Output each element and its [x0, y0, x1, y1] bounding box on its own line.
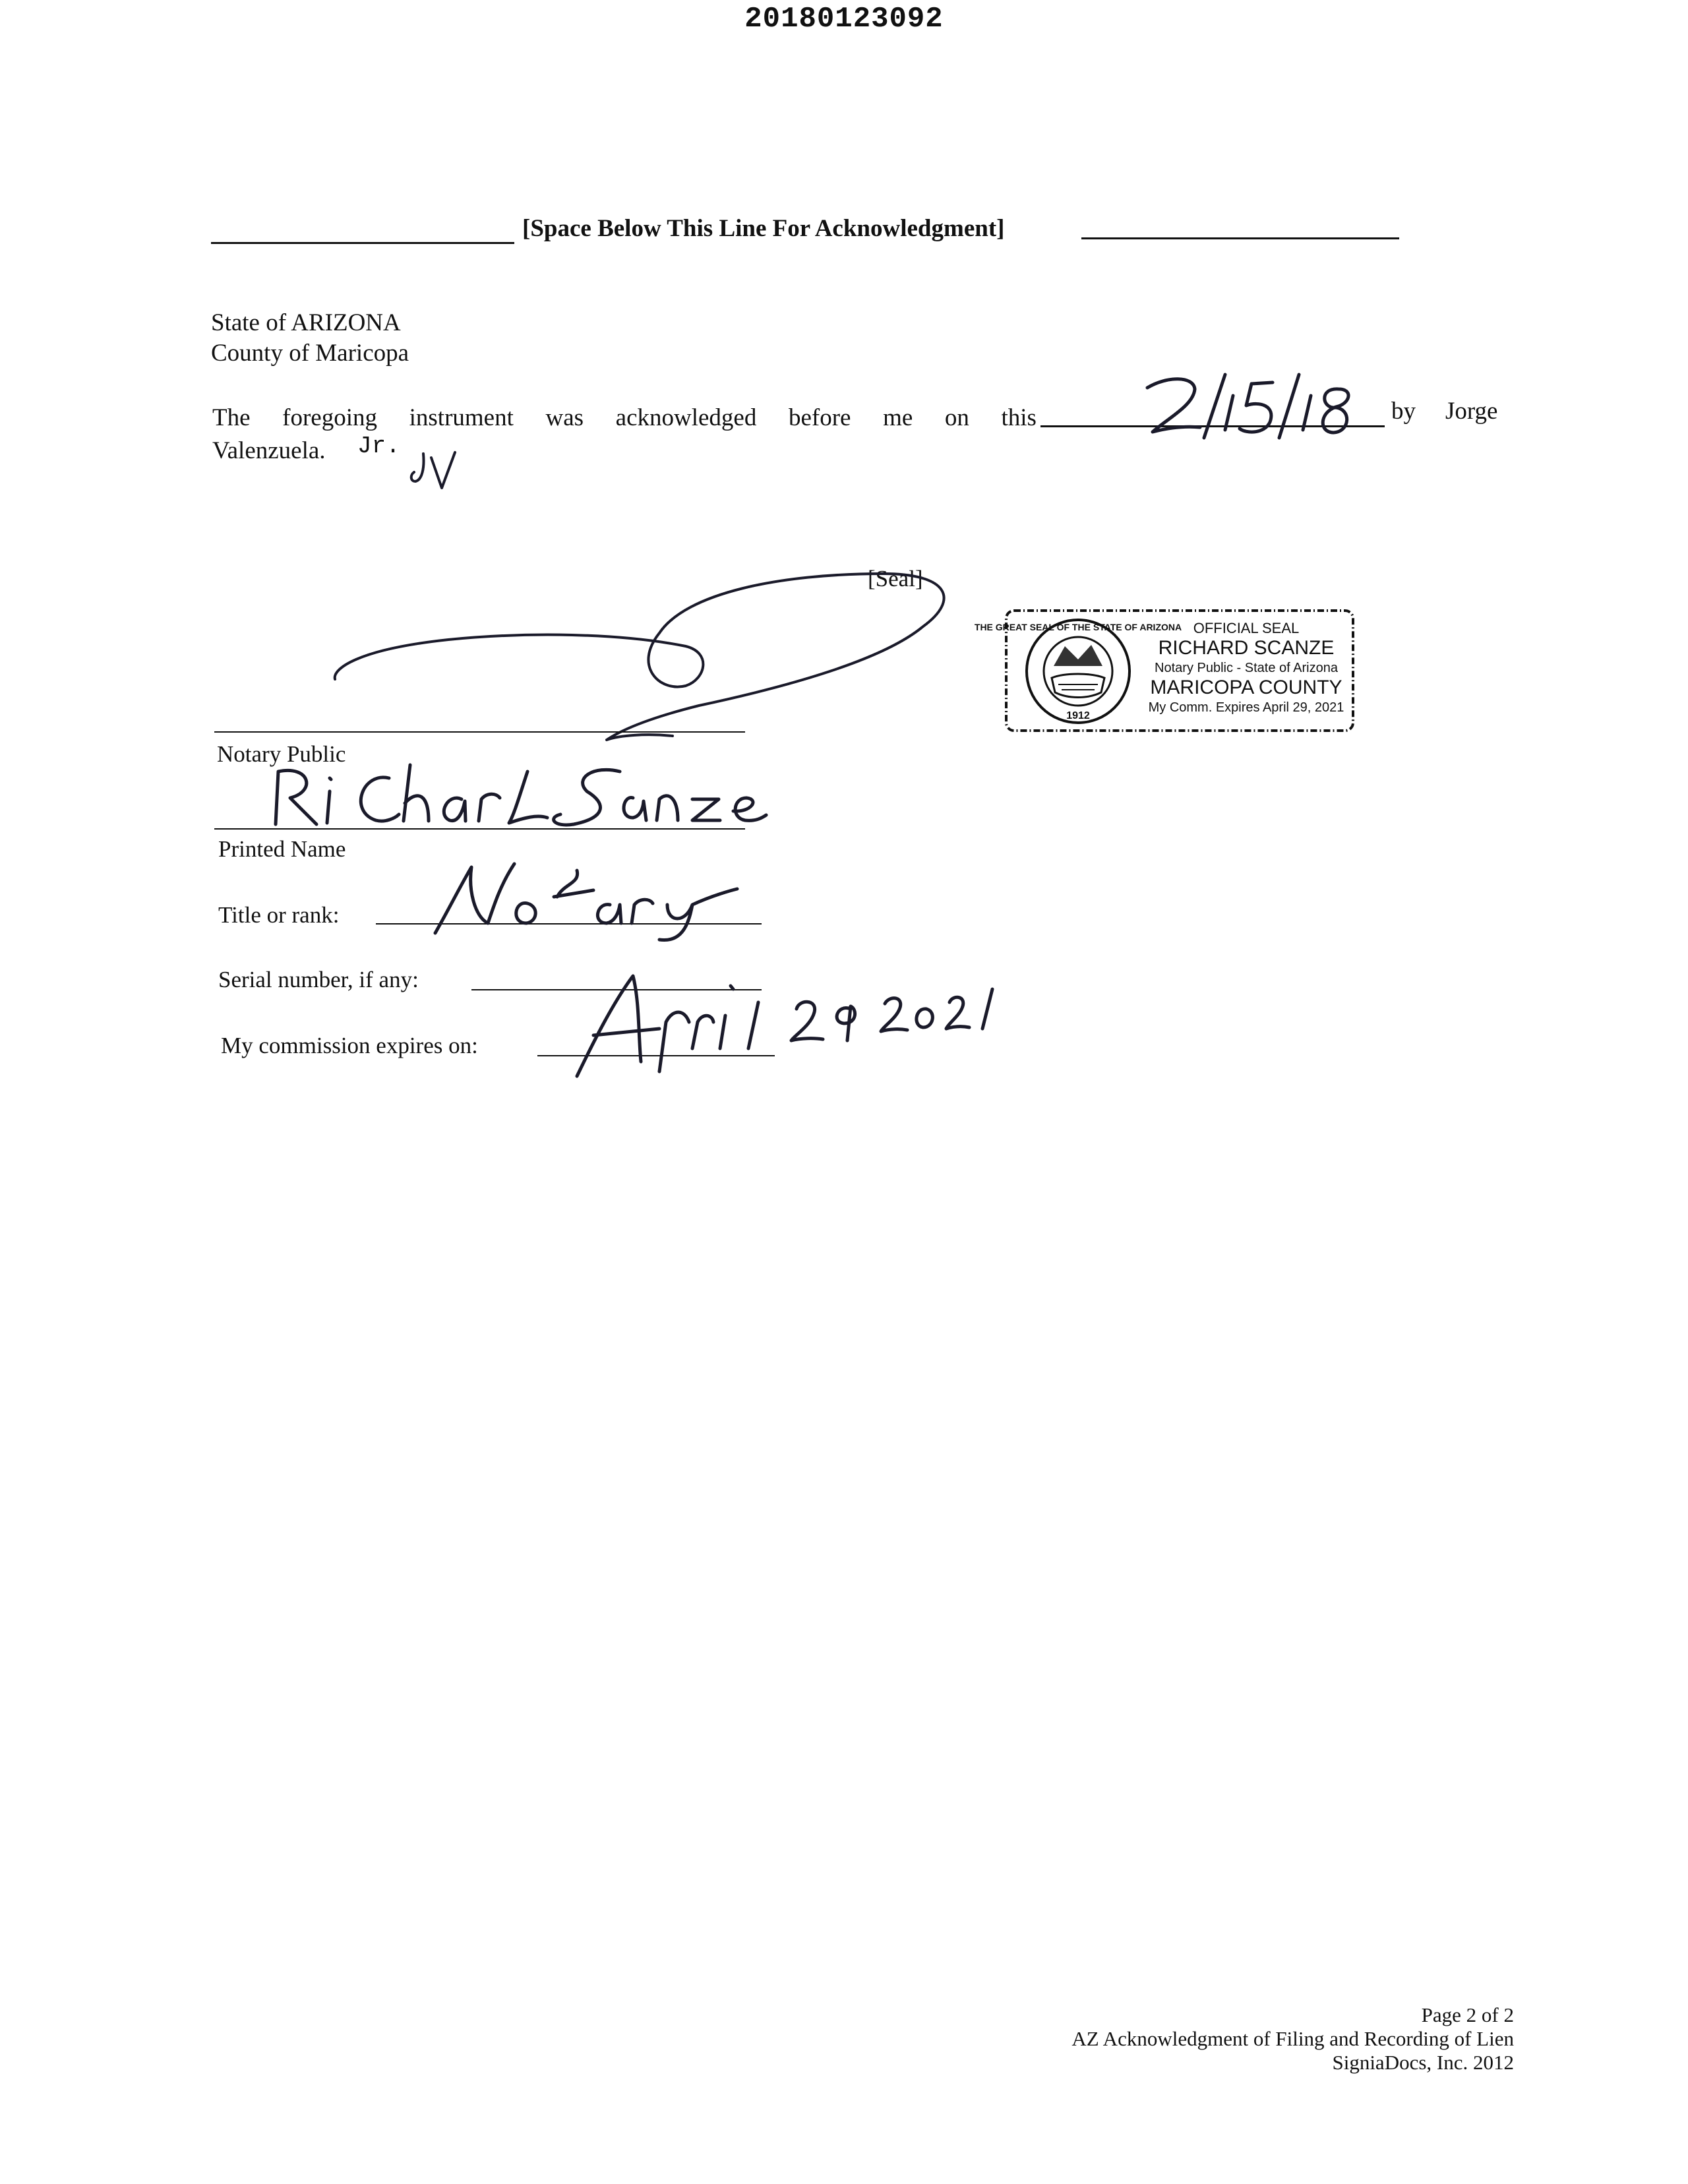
emblem-ring-text: THE GREAT SEAL OF THE STATE OF ARIZONA: [974, 622, 1182, 632]
footer-block: [1071, 2003, 1514, 2075]
footer-page-number: Page 2 of 2: [1421, 2003, 1514, 2026]
handwritten-printed-name: [264, 752, 778, 837]
ack-word: this: [1001, 404, 1037, 431]
by-word: by: [1391, 398, 1416, 425]
ack-word: foregoing: [282, 404, 377, 431]
serial-number-label: Serial number, if any:: [218, 967, 419, 992]
signer-last-name: Valenzuela.: [212, 437, 326, 464]
state-line: State of ARIZONA: [211, 309, 401, 336]
county-line: County of Maricopa: [211, 340, 409, 367]
divider-rule-left: [211, 242, 514, 244]
title-label: Title or rank:: [218, 902, 340, 928]
stamp-text-block: [1141, 620, 1352, 716]
document-number: 20180123092: [744, 3, 944, 36]
stamp-notary-state: Notary Public - State of Arizona: [1155, 661, 1338, 675]
official-notary-stamp: [974, 607, 1358, 736]
footer-form-title: AZ Acknowledgment of Filing and Recording of Lien: [1071, 2027, 1514, 2050]
acknowledgment-divider-label: [Space Below This Line For Acknowledgment]: [522, 215, 1005, 242]
ack-word: on: [944, 404, 969, 431]
seal-placeholder: [Seal]: [868, 566, 923, 592]
stamp-county: MARICOPA COUNTY: [1150, 677, 1342, 698]
signature-line: [214, 731, 745, 733]
notary-signature: [316, 554, 963, 752]
typed-suffix: Jr.: [357, 433, 400, 460]
commission-expires-label: My commission expires on:: [221, 1033, 478, 1058]
emblem-year: 1912: [1066, 710, 1090, 721]
handwritten-date: [1141, 369, 1365, 442]
handwritten-initials: [409, 448, 468, 495]
signer-first-name: Jorge: [1445, 398, 1498, 425]
ack-word: instrument: [409, 404, 514, 431]
notary-public-label: Notary Public: [217, 741, 346, 767]
printed-name-line: [214, 828, 745, 830]
handwritten-title: [422, 857, 738, 943]
ack-word: The: [212, 404, 251, 431]
ack-word: me: [883, 404, 913, 431]
stamp-expiration: My Comm. Expires April 29, 2021: [1148, 700, 1344, 715]
printed-name-label: Printed Name: [218, 836, 346, 862]
ack-word: before: [788, 404, 851, 431]
divider-rule-right: [1081, 237, 1399, 239]
ack-word: acknowledged: [615, 404, 757, 431]
footer-publisher: SigniaDocs, Inc. 2012: [1332, 2051, 1514, 2074]
stamp-heading: OFFICIAL SEAL: [1193, 620, 1300, 636]
handwritten-commission-date: [567, 963, 1002, 1081]
acknowledgment-line-1: [212, 404, 1037, 432]
stamp-notary-name: RICHARD SCANZE: [1158, 637, 1335, 659]
ack-word: was: [545, 404, 584, 431]
